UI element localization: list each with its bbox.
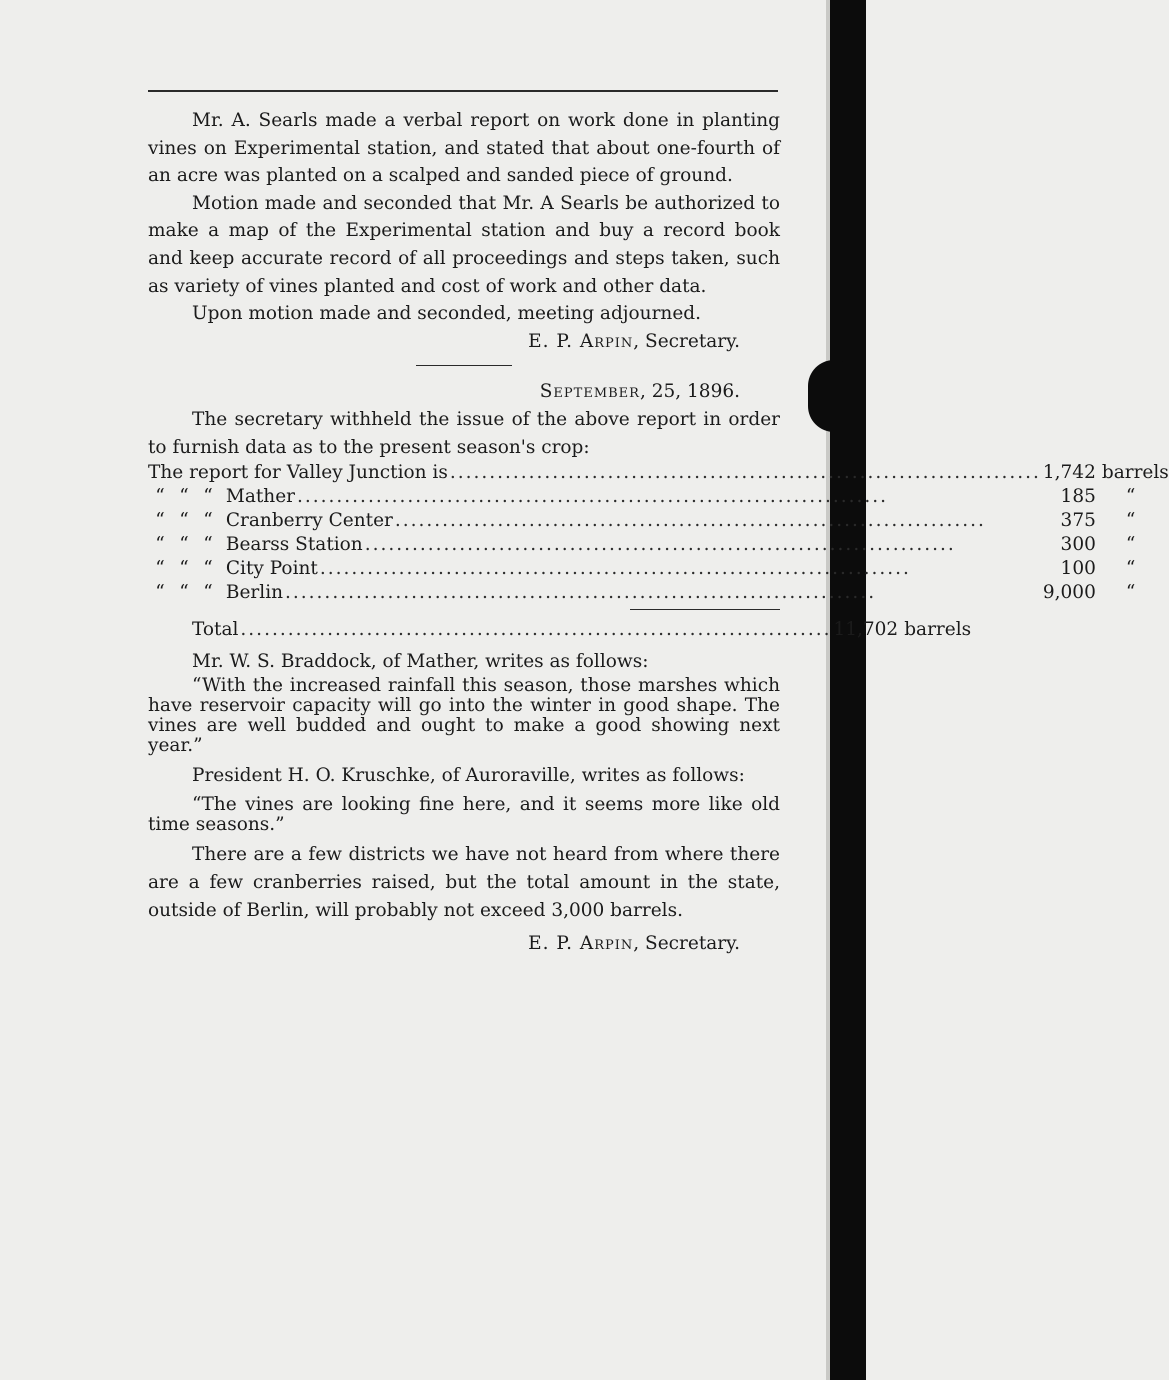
table-row — [148, 581, 1169, 605]
quote-kruschke: “The vines are looking fine here, and it seems more like old time seasons.” — [148, 794, 780, 836]
row-amount: 9,000 — [1042, 582, 1096, 604]
paragraph-braddock: Mr. W. S. Braddock, of Mather, writes as follows: — [192, 651, 649, 673]
row-place: “ “ “ City Point — [155, 558, 318, 580]
total-rule — [630, 609, 780, 610]
total-label: Total — [192, 619, 239, 641]
dot-leader: ........................................................................... — [285, 582, 877, 604]
dot-leader: ........................................................................... — [394, 510, 986, 532]
dot-leader: ........................................................................... — [240, 619, 832, 641]
table-row — [148, 557, 1169, 581]
quote-braddock: “With the increased rainfall this season, those marshes which have reservoir capacity will go into the winter in good shape. The vines are well budded and ought to make a good showing next year.” — [148, 674, 780, 756]
row-amount: 100 — [1060, 558, 1096, 580]
section-divider — [416, 365, 512, 366]
dot-leader: ........................................................................... — [319, 558, 911, 580]
dot-leader: ........................................................................... — [297, 486, 889, 508]
paragraph-searls-report: Mr. A. Searls made a verbal report on work done in planting vines on Experimental station, and stated that about one-fourth of an acre was planted on a scalped and sanded piece of ground. — [148, 110, 780, 187]
row-amount: 1,742 — [1042, 462, 1096, 484]
crop-report-table — [148, 461, 1169, 605]
paragraph-kruschke: President H. O. Kruschke, of Auroraville, writes as follows: — [192, 764, 745, 786]
minutes-section — [148, 107, 1169, 958]
page-thumb-tab — [808, 360, 860, 432]
row-unit: “ — [1125, 510, 1136, 532]
paragraph-districts: There are a few districts we have not heard from where there are a few cranberries raised, but the total amount in the state, outside of Berlin, will probably not exceed 3,000 barrels. — [148, 844, 780, 921]
table-row-total — [148, 618, 971, 642]
row-unit: “ — [1125, 558, 1136, 580]
dot-leader: ........................................................................... — [364, 534, 956, 556]
row-place: “ “ “ Cranberry Center — [155, 510, 393, 532]
date-heading: September, 25, 1896. — [539, 381, 740, 403]
top-rule — [148, 90, 778, 92]
paragraph-secretary-withheld: The secretary withheld the issue of the above report in order to furnish data as to the present season's crop: — [148, 408, 780, 458]
row-unit: “ — [1125, 582, 1136, 604]
row-amount: 300 — [1060, 534, 1096, 556]
paragraph-adjourned: Upon motion made and seconded, meeting adjourned. — [192, 303, 702, 325]
table-row — [148, 461, 1169, 485]
total-amount: 11,702 — [833, 619, 899, 641]
row-place: The report for Valley Junction is — [148, 462, 448, 484]
row-place: “ “ “ Bearss Station — [155, 534, 363, 556]
row-unit: barrels — [1101, 462, 1169, 484]
row-unit: “ — [1125, 486, 1136, 508]
row-unit: “ — [1125, 534, 1136, 556]
row-amount: 375 — [1060, 510, 1096, 532]
dot-leader: ........................................................................... — [449, 462, 1041, 484]
signature-secretary-1: E. P. Arpin, Secretary. — [528, 330, 740, 352]
row-amount: 185 — [1060, 486, 1096, 508]
table-row — [148, 533, 1169, 557]
signature-secretary-2: E. P. Arpin, Secretary. — [528, 933, 740, 955]
book-binding-edge — [830, 0, 866, 1380]
row-place: “ “ “ Berlin — [155, 582, 284, 604]
paragraph-motion-map: Motion made and seconded that Mr. A Searls be authorized to make a map of the Experimental station and buy a record book and keep accurate record of all proceedings and steps taken, such as variety of vines planted and cost of work and other data. — [148, 192, 780, 297]
table-row — [148, 485, 1169, 509]
crop-total-table — [148, 618, 971, 642]
total-unit: barrels — [904, 619, 972, 641]
row-place: “ “ “ Mather — [155, 486, 296, 508]
table-row — [148, 509, 1169, 533]
